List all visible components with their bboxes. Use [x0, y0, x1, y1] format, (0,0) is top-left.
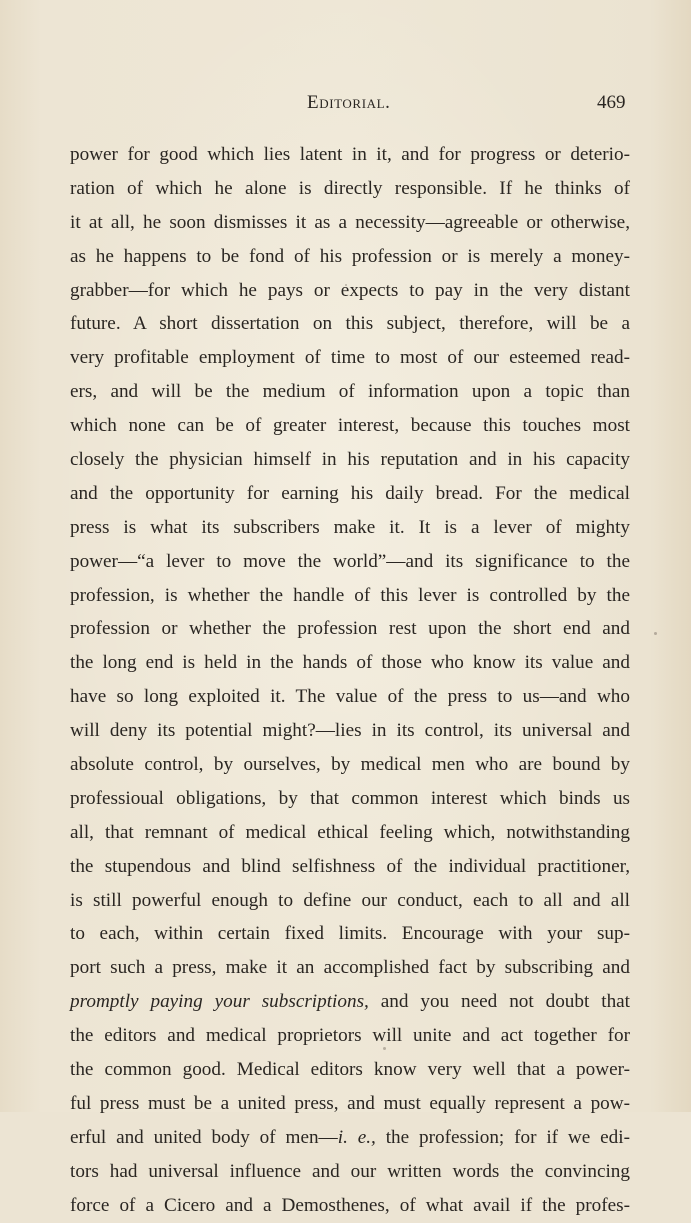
text-line: the stupendous and blind selfishness of the individual practitioner, — [70, 855, 630, 877]
page-number: 469 — [597, 92, 626, 113]
text-line: ration of which he alone is directly responsible. If he thinks of — [70, 177, 630, 199]
text-line: is still powerful enough to define our conduct, each to all and all — [70, 889, 630, 911]
text-line: have so long exploited it. The value of the press to us—and who — [70, 686, 630, 708]
text-line-with-italic — [70, 985, 630, 1019]
text-line: professioual obligations, by that common interest which binds us — [70, 787, 630, 809]
text-line: the common good. Medical editors know very well that a power- — [70, 1059, 630, 1081]
text-line: very profitable employment of time to most of our esteemed read- — [70, 347, 630, 369]
text-line: press is what its subscribers make it. It is a lever of mighty — [70, 516, 630, 538]
text-run: the profession; for if we edi- — [375, 1126, 630, 1148]
text-line: will deny its potential might?—lies in its control, its universal and — [70, 720, 630, 742]
text-line: which none can be of greater interest, because this touches most — [70, 415, 630, 437]
text-line: as he happens to be fond of his profession or is merely a money- — [70, 245, 630, 267]
paper-speck — [345, 284, 347, 286]
text-line: future. A short dissertation on this subject, therefore, will be a — [70, 313, 630, 335]
text-run: erful and united body of men— — [70, 1126, 338, 1148]
text-line: the editors and medical proprietors will unite and act together for — [70, 1025, 630, 1047]
text-line: ful press must be a united press, and must equally represent a pow- — [70, 1092, 630, 1114]
text-line: the long end is held in the hands of those who know its value and — [70, 652, 630, 674]
text-line: absolute control, by ourselves, by medical men who are bound by — [70, 754, 630, 776]
text-line: power—“a lever to move the world”—and its significance to the — [70, 550, 630, 572]
section-title: Editorial. — [307, 92, 391, 113]
text-line: power for good which lies latent in it, and for progress or deterio- — [70, 144, 630, 165]
text-line: ers, and will be the medium of information upon a topic than — [70, 381, 630, 403]
paper-speck — [654, 632, 657, 635]
body-text — [70, 138, 630, 1223]
text-line: all, that remnant of medical ethical feeling which, notwithstanding — [70, 821, 630, 843]
running-head — [0, 92, 691, 118]
text-line: it at all, he soon dismisses it as a necessity—agreeable or otherwise, — [70, 211, 630, 233]
text-line: profession or whether the profession rest upon the short end and — [70, 618, 630, 640]
text-line: closely the physician himself in his reputation and in his capacity — [70, 449, 630, 471]
paper-speck — [383, 1047, 386, 1050]
text-line: force of a Cicero and a Demosthenes, of what avail if the profes- — [70, 1194, 630, 1216]
text-line-with-italic — [70, 1121, 630, 1155]
text-line: to each, within certain fixed limits. Encourage with your sup- — [70, 923, 630, 945]
text-line: tors had universal influence and our written words the convincing — [70, 1160, 630, 1182]
italic-phrase: promptly paying your subscriptions, — [70, 991, 369, 1013]
text-line: and the opportunity for earning his daily bread. For the medical — [70, 482, 630, 504]
italic-phrase: i. e., — [337, 1126, 376, 1148]
text-line: grabber—for which he pays or expects to pay in the very distant — [70, 279, 630, 301]
text-run: and you need not doubt that — [368, 991, 631, 1013]
text-line: profession, is whether the handle of this lever is controlled by the — [70, 584, 630, 606]
text-line: port such a press, make it an accomplished fact by subscribing and — [70, 957, 630, 979]
